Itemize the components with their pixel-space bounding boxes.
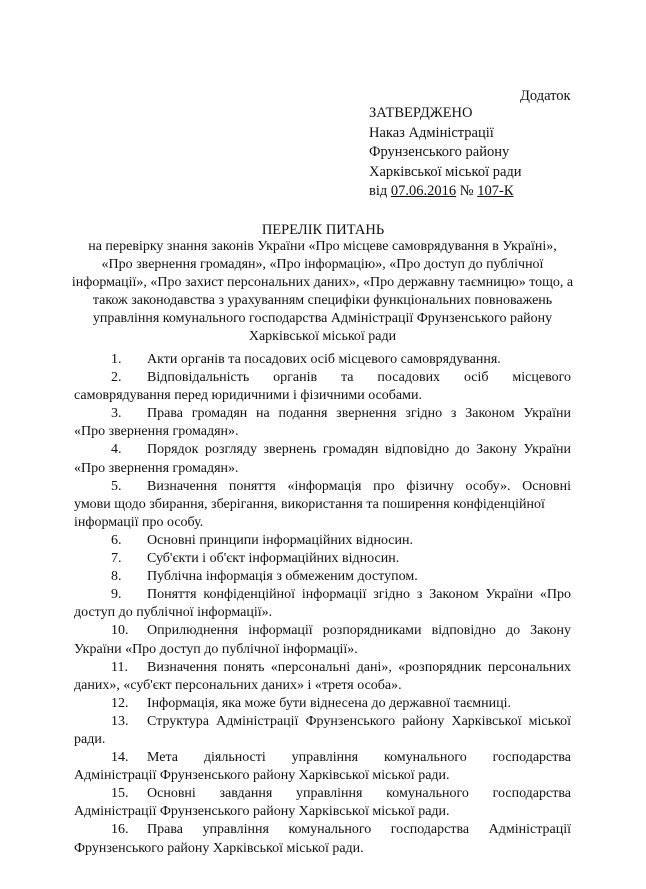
list-item-text: Визначення поняття «інформація про фізичну особу». Основні xyxy=(147,478,571,494)
approved-label: ЗАТВЕРДЖЕНО xyxy=(369,105,473,121)
list-item-text: Основні принципи інформаційних відносин. xyxy=(147,532,413,548)
list-item-first-line xyxy=(74,586,571,604)
list-item-text: Права громадян на подання звернення згідно з Законом України xyxy=(147,406,571,422)
list-item xyxy=(74,785,571,821)
question-list xyxy=(74,351,571,858)
list-item-first-line xyxy=(74,550,571,568)
list-item-number: 3. xyxy=(111,406,122,422)
list-item xyxy=(74,586,571,622)
list-item xyxy=(74,713,571,749)
appendix-label: Додаток xyxy=(520,88,571,104)
list-item-text: Поняття конфіденційної інформації згідно з Законом України «Про xyxy=(147,587,571,603)
list-item-number: 4. xyxy=(111,442,122,458)
district-line: Фрунзенського району xyxy=(369,144,510,160)
subtitle-line: на перевірку знання законів України «Про місцеве самоврядування в Україні», xyxy=(88,239,557,254)
list-item-number: 13. xyxy=(111,713,129,729)
list-item xyxy=(74,695,571,713)
approval-block xyxy=(369,104,522,202)
list-item xyxy=(74,478,571,532)
order-date-line xyxy=(369,182,522,202)
list-item-text: Інформація, яка може бути віднесена до державної таємниці. xyxy=(147,695,512,711)
list-item-text: Основні завдання управління комунального господарства xyxy=(147,786,571,802)
list-item-number: 16. xyxy=(111,822,129,838)
list-item-continuation: України «Про доступ до публічної інформації». xyxy=(74,641,358,657)
list-item-first-line xyxy=(74,369,571,387)
subtitle-line: управління комунального господарства Адміністрації Фрунзенського району xyxy=(92,311,553,326)
subtitle-line: Харківської міської ради xyxy=(248,329,397,344)
list-item-number: 11. xyxy=(111,659,128,675)
list-item-number: 10. xyxy=(111,623,129,639)
order-line: Наказ Адміністрації xyxy=(369,124,494,141)
list-item-first-line xyxy=(74,405,571,423)
list-item-first-line xyxy=(74,695,571,713)
list-item-text: Структура Адміністрації Фрунзенського району Харківської міської xyxy=(147,713,571,729)
list-item xyxy=(74,749,571,785)
list-item-continuation: Адміністрації Фрунзенського району Харківської міської ради. xyxy=(74,804,450,820)
list-item-number: 15. xyxy=(111,786,129,802)
list-item-text: Мета діяльності управління комунального господарства xyxy=(147,750,571,766)
date-prefix: від xyxy=(369,183,388,199)
subtitle-line: також законодавства з урахуванням специфіки функціональних повноважень xyxy=(92,293,553,308)
list-item-number: 14. xyxy=(111,750,129,766)
list-item xyxy=(74,550,571,568)
number-sign: № xyxy=(459,183,474,199)
list-item-text: Акти органів та посадових осіб місцевого самоврядування. xyxy=(147,352,501,367)
document-title: ПЕРЕЛІК ПИТАНЬ xyxy=(261,222,385,238)
list-item-number: 7. xyxy=(111,551,122,567)
list-item-text: Порядок розгляду звернень громадян відповідно до Закону України xyxy=(147,442,571,458)
list-item-first-line xyxy=(74,821,571,839)
list-item-first-line xyxy=(74,713,571,731)
order-number: 107-К xyxy=(477,183,514,199)
list-item-number: 9. xyxy=(111,587,122,603)
council-line: Харківської міської ради xyxy=(369,163,522,180)
list-item-first-line xyxy=(74,441,571,459)
subtitle-line: «Про звернення громадян», «Про інформацію», «Про доступ до публічної xyxy=(101,257,544,272)
subtitle-line: інформації», «Про захист персональних даних», «Про державну таємницю» тощо, а xyxy=(71,275,574,290)
list-item xyxy=(74,821,571,857)
list-item xyxy=(74,351,571,369)
list-item xyxy=(74,568,571,586)
list-item xyxy=(74,405,571,441)
list-item xyxy=(74,659,571,695)
list-item-first-line xyxy=(74,659,571,677)
list-item xyxy=(74,622,571,658)
list-item-text: Публічна інформація з обмеженим доступом. xyxy=(147,569,418,585)
list-item-text: Оприлюднення інформації розпорядниками відповідно до Закону xyxy=(147,623,571,639)
list-item-first-line xyxy=(74,351,571,369)
list-item-continuation: самоврядування перед юридичними і фізичними особами. xyxy=(74,388,422,404)
list-item-text: Суб'єкти і об'єкт інформаційних відносин. xyxy=(147,551,400,567)
list-item-first-line xyxy=(74,749,571,767)
list-item-continuation: «Про звернення громадян». xyxy=(74,424,239,440)
list-item-continuation: ради. xyxy=(74,731,106,747)
list-item xyxy=(74,441,571,477)
list-item-first-line xyxy=(74,532,571,550)
list-item xyxy=(74,532,571,550)
list-item-first-line xyxy=(74,478,571,496)
list-item-number: 5. xyxy=(111,478,122,494)
list-item-text: Права управління комунального господарства Адміністрації xyxy=(147,822,571,838)
list-item-continuation: «Про звернення громадян». xyxy=(74,460,239,476)
order-date: 07.06.2016 xyxy=(390,183,457,199)
list-item-number: 2. xyxy=(111,370,122,386)
list-item-continuation: Фрунзенського району Харківської міської ради. xyxy=(74,840,364,856)
list-item-first-line xyxy=(74,622,571,640)
list-item-continuation: доступ до публічної інформації». xyxy=(74,605,273,621)
list-item-continuation: Адміністрації Фрунзенського району Харківської міської ради. xyxy=(74,768,450,784)
list-item-number: 6. xyxy=(111,532,122,548)
list-item-continuation: даних», «суб'єкт персональних даних» і «третя особа». xyxy=(74,677,402,693)
list-item-first-line xyxy=(74,568,571,586)
document-subtitle xyxy=(70,238,575,346)
list-item-number: 8. xyxy=(111,569,122,585)
list-item-text: Визначення понять «персональні дані», «розпорядник персональних xyxy=(147,659,571,675)
list-item-number: 12. xyxy=(111,695,129,711)
list-item-first-line xyxy=(74,785,571,803)
list-item-continuation: умови щодо збирання, зберігання, використання та поширення конфіденційної інформації про особу. xyxy=(74,496,545,530)
list-item xyxy=(74,369,571,405)
list-item-number: 1. xyxy=(111,352,122,367)
list-item-text: Відповідальність органів та посадових осіб місцевого xyxy=(147,370,571,386)
